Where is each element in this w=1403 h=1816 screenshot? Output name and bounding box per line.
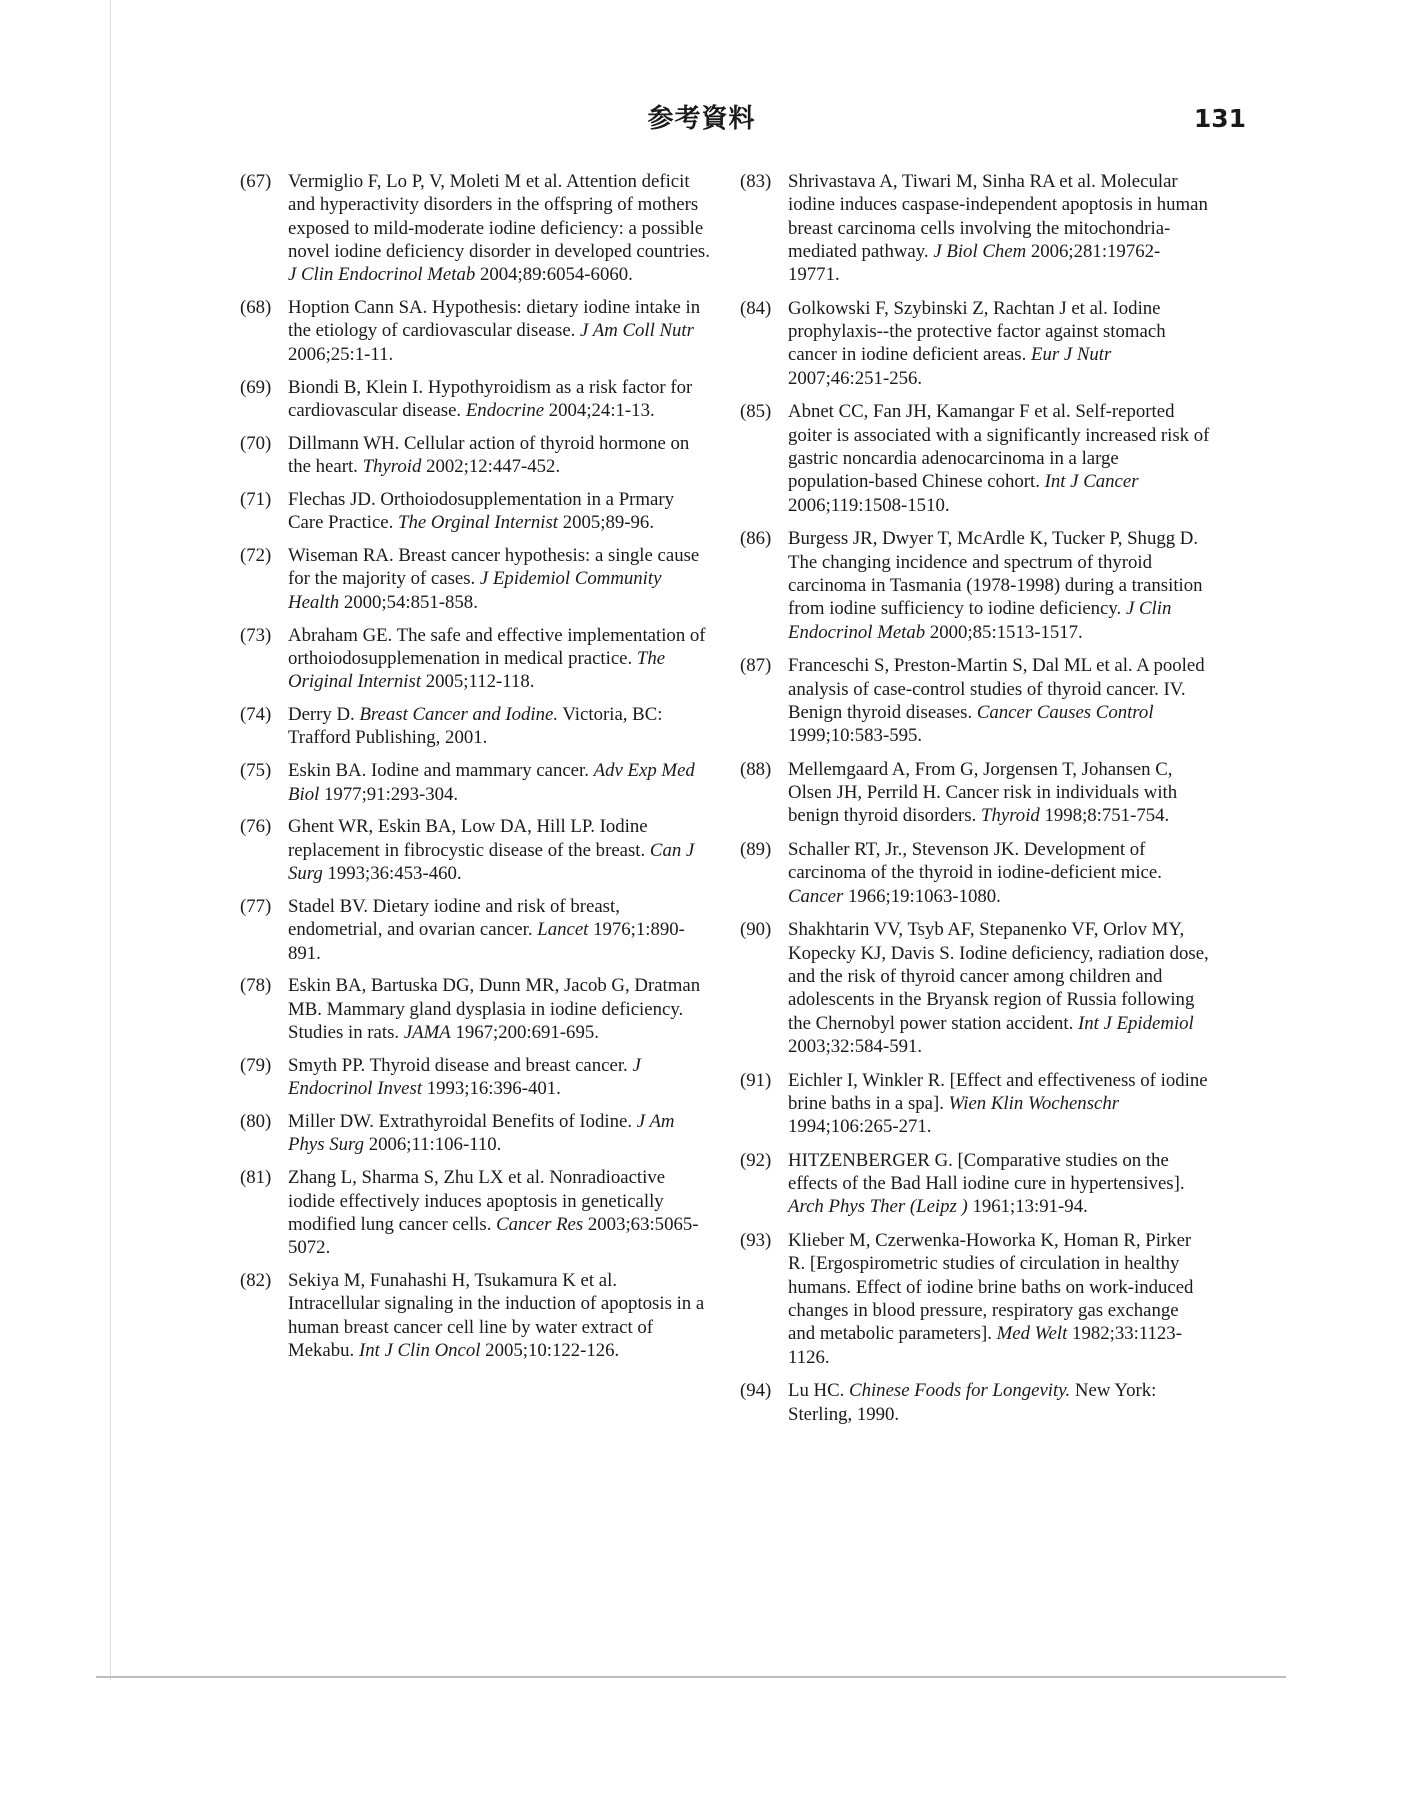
- reference-item: [240, 1110, 710, 1157]
- reference-text: Derry D. Breast Cancer and Iodine. Victoria, BC: Trafford Publishing, 2001.: [288, 704, 663, 749]
- page-number: 131: [1193, 104, 1246, 133]
- page-edge-left: [110, 0, 111, 1680]
- reference-text: Eskin BA. Iodine and mammary cancer. Adv Exp Med Biol 1977;91:293-304.: [288, 760, 695, 805]
- reference-text: Shakhtarin VV, Tsyb AF, Stepanenko VF, Orlov MY, Kopecky KJ, Davis S. Iodine deficiency, radiation dose, and the risk of thyroid cancer among children and adolescents in the Bryansk region of Russia following the Chernobyl power station accident. Int J Epidemiol 2003;32:584-591.: [788, 919, 1209, 1057]
- reference-item: [740, 297, 1210, 390]
- reference-number: (94): [740, 1380, 772, 1402]
- reference-item: [740, 400, 1210, 516]
- journal-name: Cancer Causes Control: [976, 701, 1154, 723]
- reference-text: Ghent WR, Eskin BA, Low DA, Hill LP. Iodine replacement in fibrocystic disease of the breast. Can J Surg 1993;36:453-460.: [288, 816, 695, 885]
- journal-name: The Orginal Internist: [398, 512, 559, 534]
- reference-text: Golkowski F, Szybinski Z, Rachtan J et al. Iodine prophylaxis--the protective factor against stomach cancer in iodine deficient areas. Eur J Nutr 2007;46:251-256.: [788, 297, 1166, 389]
- reference-number: (72): [240, 545, 272, 567]
- reference-number: (84): [740, 297, 772, 319]
- reference-number: (77): [240, 895, 272, 917]
- reference-text: Vermiglio F, Lo P, V, Moleti M et al. Attention deficit and hyperactivity disorders in the offspring of mothers exposed to mild-moderate iodine deficiency: a possible novel iodine deficiency disorder in developed countries. J Clin Endocrinol Metab 2004;89:6054-6060.: [288, 171, 710, 286]
- reference-item: [240, 1054, 710, 1101]
- reference-text: Eichler I, Winkler R. [Effect and effectiveness of iodine brine baths in a spa]. Wien Klin Wochenschr 1994;106:265-271.: [788, 1069, 1208, 1138]
- reference-text: Abnet CC, Fan JH, Kamangar F et al. Self-reported goiter is associated with a significantly increased risk of gastric noncardia adenocarcinoma in a large population-based Chinese cohort. Int J Cancer 2006;119:1508-1510.: [788, 401, 1210, 516]
- reference-number: (88): [740, 758, 772, 780]
- reference-item: [240, 488, 710, 535]
- reference-item: [740, 1149, 1210, 1219]
- reference-number: (91): [740, 1069, 772, 1091]
- reference-text: Stadel BV. Dietary iodine and risk of breast, endometrial, and ovarian cancer. Lancet 1976;1:890-891.: [288, 895, 685, 964]
- journal-name: Cancer Res: [496, 1213, 584, 1235]
- journal-name: JAMA: [403, 1022, 451, 1044]
- reference-number: (92): [740, 1149, 772, 1171]
- reference-item: [240, 170, 710, 286]
- reference-item: [740, 758, 1210, 828]
- reference-item: [240, 974, 710, 1044]
- reference-text: Biondi B, Klein I. Hypothyroidism as a risk factor for cardiovascular disease. Endocrine 2004;24:1-13.: [288, 376, 693, 421]
- journal-name: Cancer: [788, 885, 844, 907]
- references-right-column: [740, 170, 1210, 1436]
- reference-text: HITZENBERGER G. [Comparative studies on the effects of the Bad Hall iodine cure in hypertensives]. Arch Phys Ther (Leipz ) 1961;13:91-94.: [788, 1149, 1185, 1218]
- reference-text: Schaller RT, Jr., Stevenson JK. Development of carcinoma of the thyroid in iodine-deficient mice. Cancer 1966;19:1063-1080.: [788, 839, 1162, 907]
- journal-name: Thyroid: [981, 805, 1040, 827]
- reference-number: (71): [240, 488, 272, 510]
- reference-item: [240, 759, 710, 806]
- reference-text: Dillmann WH. Cellular action of thyroid hormone on the heart. Thyroid 2002;12:447-452.: [288, 432, 690, 478]
- reference-item: [240, 895, 710, 965]
- journal-name: Med Welt: [996, 1323, 1068, 1345]
- reference-item: [740, 1229, 1210, 1369]
- reference-item: [740, 527, 1210, 643]
- reference-item: [240, 703, 710, 750]
- reference-number: (83): [740, 171, 772, 192]
- reference-item: [740, 170, 1210, 286]
- reference-item: [240, 624, 710, 694]
- reference-number: (85): [740, 401, 772, 423]
- reference-number: (89): [740, 839, 772, 861]
- reference-item: [240, 544, 710, 614]
- reference-text: Mellemgaard A, From G, Jorgensen T, Johansen C, Olsen JH, Perrild H. Cancer risk in individuals with benign thyroid disorders. Thyroid 1998;8:751-754.: [788, 758, 1178, 827]
- reference-number: (75): [240, 760, 272, 782]
- reference-number: (69): [240, 376, 272, 398]
- reference-item: [740, 654, 1210, 747]
- reference-item: [240, 432, 710, 479]
- reference-text: Shrivastava A, Tiwari M, Sinha RA et al. Molecular iodine induces caspase-independent apoptosis in human breast carcinoma cells involving the mitochondria-mediated pathway. J Biol Chem 2006;281:19762-19771.: [788, 171, 1208, 286]
- reference-number: (81): [240, 1167, 272, 1189]
- journal-name: Lancet: [537, 919, 589, 941]
- reference-number: (80): [240, 1111, 272, 1133]
- journal-name: Wien Klin Wochenschr: [948, 1092, 1120, 1114]
- journal-name: J Endocrinol Invest: [288, 1054, 641, 1100]
- reference-number: (70): [240, 432, 272, 454]
- journal-name: Breast Cancer and Iodine.: [359, 704, 559, 726]
- journal-name: Chinese Foods for Longevity.: [849, 1380, 1071, 1402]
- reference-item: [240, 296, 710, 366]
- journal-name: Int J Clin Oncol: [358, 1339, 481, 1361]
- reference-number: (73): [240, 624, 272, 646]
- reference-text: Burgess JR, Dwyer T, McArdle K, Tucker P, Shugg D. The changing incidence and spectrum of thyroid carcinoma in Tasmania (1978-1998) during a transition from iodine sufficiency to iodine deficiency. J Clin Endocrinol Metab 2000;85:1513-1517.: [788, 528, 1203, 643]
- reference-text: Miller DW. Extrathyroidal Benefits of Iodine. J Am Phys Surg 2006;11:106-110.: [288, 1111, 675, 1156]
- reference-number: (93): [740, 1230, 772, 1252]
- reference-item: [740, 838, 1210, 908]
- journal-name: J Am Phys Surg: [288, 1111, 675, 1156]
- journal-name: Can J Surg: [288, 839, 695, 885]
- reference-text: Franceschi S, Preston-Martin S, Dal ML et al. A pooled analysis of case-control studies of thyroid cancer. IV. Benign thyroid diseases. Cancer Causes Control 1999;10:583-595.: [788, 655, 1205, 747]
- reference-text: Lu HC. Chinese Foods for Longevity. New York: Sterling, 1990.: [788, 1380, 1157, 1425]
- reference-number: (67): [240, 171, 272, 192]
- reference-item: [240, 815, 710, 885]
- reference-number: (76): [240, 816, 272, 838]
- journal-name: The Original Internist: [288, 647, 666, 693]
- reference-number: (87): [740, 655, 772, 677]
- reference-text: Flechas JD. Orthoiodosupplementation in a Prmary Care Practice. The Orginal Internist 2005;89-96.: [288, 488, 674, 534]
- page-title: 参考資料: [647, 104, 756, 134]
- reference-text: Sekiya M, Funahashi H, Tsukamura K et al. Intracellular signaling in the induction of apoptosis in a human breast cancer cell line by water extract of Mekabu. Int J Clin Oncol 2005;10:122-126.: [288, 1270, 705, 1361]
- reference-item: [240, 1166, 710, 1259]
- journal-name: J Am Coll Nutr: [580, 320, 694, 342]
- journal-name: Eur J Nutr: [1030, 344, 1112, 366]
- reference-item: [740, 918, 1210, 1058]
- reference-item: [740, 1379, 1210, 1426]
- reference-text: Eskin BA, Bartuska DG, Dunn MR, Jacob G, Dratman MB. Mammary gland dysplasia in iodine deficiency. Studies in rats. JAMA 1967;200:691-695.: [288, 975, 701, 1044]
- journal-name: J Clin Endocrinol Metab: [788, 598, 1172, 643]
- reference-number: (78): [240, 975, 272, 997]
- journal-name: Arch Phys Ther (Leipz ): [788, 1196, 968, 1218]
- reference-number: (90): [740, 919, 772, 941]
- reference-number: (82): [240, 1270, 272, 1292]
- reference-item: [740, 1069, 1210, 1139]
- journal-name: J Biol Chem: [933, 240, 1027, 262]
- reference-number: (86): [740, 528, 772, 550]
- reference-item: [240, 1269, 710, 1362]
- reference-item: [240, 376, 710, 423]
- reference-text: Wiseman RA. Breast cancer hypothesis: a single cause for the majority of cases. J Epidemiol Community Health 2000;54:851-858.: [288, 545, 700, 613]
- journal-name: Int J Epidemiol: [1077, 1012, 1194, 1034]
- reference-text: Smyth PP. Thyroid disease and breast cancer. J Endocrinol Invest 1993;16:396-401.: [288, 1054, 641, 1100]
- references-left-column: [240, 170, 710, 1372]
- journal-name: J Clin Endocrinol Metab: [288, 264, 476, 286]
- journal-name: Thyroid: [362, 456, 422, 478]
- reference-number: (79): [240, 1054, 272, 1076]
- reference-text: Hoption Cann SA. Hypothesis: dietary iodine intake in the etiology of cardiovascular disease. J Am Coll Nutr 2006;25:1-11.: [288, 297, 701, 365]
- journal-name: Endocrine: [465, 399, 545, 421]
- page-edge-bottom: [96, 1676, 1286, 1678]
- reference-number: (68): [240, 297, 272, 319]
- journal-name: Adv Exp Med Biol: [288, 760, 695, 805]
- reference-text: Zhang L, Sharma S, Zhu LX et al. Nonradioactive iodide effectively induces apoptosis in genetically modified lung cancer cells. Cancer Res 2003;63:5065-5072.: [288, 1167, 699, 1259]
- reference-text: Abraham GE. The safe and effective implementation of orthoiodosupplemenation in medical practice. The Original Internist 2005;112-118.: [288, 624, 706, 693]
- journal-name: J Epidemiol Community Health: [288, 568, 662, 613]
- reference-number: (74): [240, 704, 272, 726]
- journal-name: Int J Cancer: [1044, 471, 1139, 493]
- reference-text: Klieber M, Czerwenka-Howorka K, Homan R, Pirker R. [Ergospirometric studies of circulation in healthy humans. Effect of iodine brine baths on work-induced changes in blood pressure, respiratory gas exchange and metabolic parameters]. Med Welt 1982;33:1123-1126.: [788, 1230, 1194, 1368]
